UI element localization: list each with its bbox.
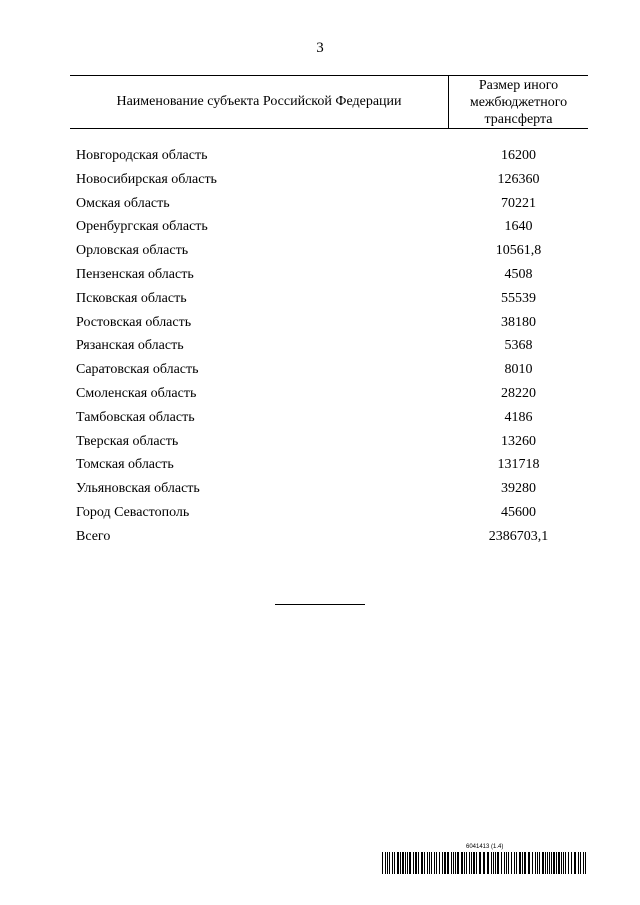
barcode-label: 6041413 (1.4) [466,844,504,850]
header-amount-line-2: межбюджетного [469,95,568,110]
barcode [382,852,588,874]
barcode-bar [551,852,552,874]
barcode-bar [387,852,388,874]
table-header [70,75,588,129]
barcode-bar [583,852,584,874]
barcode-bar [473,852,475,874]
barcode-bar [392,852,393,874]
table-row [76,217,588,241]
transfer-amount: 55539 [501,290,536,306]
table-row [76,432,588,456]
barcode-bar [469,852,470,874]
transfer-amount: 131718 [497,457,540,473]
region-name: Рязанская область [76,338,184,354]
table-row [76,289,588,313]
barcode-bar [511,852,512,874]
barcode-bar [547,852,548,874]
barcode-bar [464,852,465,874]
table-row [76,408,588,432]
barcode-bar [553,852,555,874]
barcode-bar [434,852,435,874]
barcode-bar [447,852,449,874]
header-region-label: Наименование субъекта Российской Федерации [116,94,402,109]
barcode-bar [495,852,496,874]
barcode-bar [461,852,463,874]
region-name: Омская область [76,195,170,211]
barcode-bar [516,852,517,874]
barcode-bar [385,852,386,874]
transfer-amount: 10561,8 [495,243,542,259]
header-region [70,76,448,128]
barcode-bar [424,852,425,874]
barcode-bar [394,852,395,874]
region-name: Новгородская область [76,148,208,163]
barcode-bar [522,852,523,874]
barcode-bar [479,852,481,874]
barcode-bar [524,852,526,874]
barcode-bar [565,852,566,874]
table-row [76,170,588,194]
table-row [76,146,588,170]
barcode-bar [415,852,417,874]
transfer-amount: 16200 [501,148,536,163]
transfer-amount: 4186 [504,409,533,425]
transfer-amount: 38180 [501,314,536,330]
barcode-bar [545,852,546,874]
page-number: 3 [316,40,324,56]
barcode-bar [413,852,414,874]
barcode-bar [558,852,560,874]
transfer-amount: 70221 [501,195,536,211]
barcode-bar [476,852,477,874]
table-row [76,241,588,265]
barcode-bar [382,852,383,874]
barcode-bar [528,852,530,874]
total-amount: 2386703,1 [488,528,549,544]
barcode-bar [580,852,581,874]
header-amount [449,77,588,128]
barcode-bar [444,852,446,874]
region-name: Пензенская область [76,266,194,282]
barcode-bar [487,852,489,874]
barcode-bar [571,852,572,874]
barcode-bar [514,852,515,874]
barcode-bar [508,852,509,874]
barcode-bar [429,852,430,874]
table-row [76,384,588,408]
barcode-bar [574,852,576,874]
region-name: Орловская область [76,243,189,259]
barcode-bar [542,852,544,874]
barcode-bar [491,852,492,874]
barcode-bar [421,852,423,874]
barcode-bar [453,852,454,874]
barcode-bar [457,852,459,874]
region-name: Смоленская область [76,385,197,401]
transfer-amount: 4508 [504,266,533,282]
table-row [76,360,588,384]
transfer-amount: 28220 [501,385,536,401]
barcode-bar [405,852,406,874]
barcode-bar [563,852,564,874]
barcode-bar [402,852,404,874]
barcode-bar [506,852,507,874]
table-row [76,455,588,479]
table-row [76,313,588,337]
barcode-bar [409,852,411,874]
table-row [76,194,588,218]
total-label: Всего [76,528,111,544]
barcode-bar [455,852,456,874]
barcode-bar [436,852,437,874]
barcode-bar [568,852,569,874]
barcode-bar [535,852,536,874]
transfer-amount: 1640 [504,219,533,235]
barcode-bar [493,852,494,874]
barcode-bar [451,852,452,874]
region-name: Оренбургская область [76,219,208,235]
table-row [76,265,588,289]
end-of-document-rule [275,604,365,605]
barcode-bar [556,852,557,874]
barcode-bar [561,852,562,874]
barcode-bar [504,852,505,874]
transfer-amount: 126360 [497,171,540,187]
barcode-bar [407,852,408,874]
barcode-bar [466,852,467,874]
header-amount-line-3: трансферта [484,112,553,127]
barcode-bar [389,852,390,874]
region-name: Ростовская область [76,314,192,330]
barcode-bar [585,852,586,874]
barcode-bar [397,852,399,874]
barcode-bar [501,852,502,874]
barcode-bar [431,852,432,874]
transfer-amount: 13260 [501,433,536,449]
barcode-bar [400,852,401,874]
header-amount-line-1: Размер иного [478,78,559,93]
table-row [76,336,588,360]
barcode-bar [418,852,419,874]
barcode-bar [578,852,579,874]
region-name: Псковская область [76,290,187,306]
table-row [76,503,588,527]
barcode-bar [427,852,428,874]
table-row [76,479,588,503]
region-name: Саратовская область [76,362,199,378]
transfer-amount: 5368 [504,338,533,354]
region-name: Тверская область [76,433,179,449]
barcode-bar [497,852,499,874]
barcode-bar [439,852,440,874]
barcode-bar [539,852,540,874]
transfer-amount: 39280 [501,481,536,497]
barcode-bar [483,852,485,874]
barcode-bar [519,852,521,874]
barcode-bar [549,852,550,874]
barcode-bar [442,852,443,874]
transfer-amount: 45600 [501,504,536,520]
table-body [76,146,588,551]
region-name: Томская область [76,457,174,473]
barcode-bar [537,852,538,874]
transfer-amount: 8010 [504,362,533,378]
region-name: Новосибирская область [76,171,217,187]
region-name: Ульяновская область [76,481,200,497]
barcode-bar [532,852,533,874]
table-row-total [76,527,588,551]
region-name: Тамбовская область [76,409,195,425]
barcode-bar [471,852,472,874]
region-name: Город Севастополь [76,504,190,520]
